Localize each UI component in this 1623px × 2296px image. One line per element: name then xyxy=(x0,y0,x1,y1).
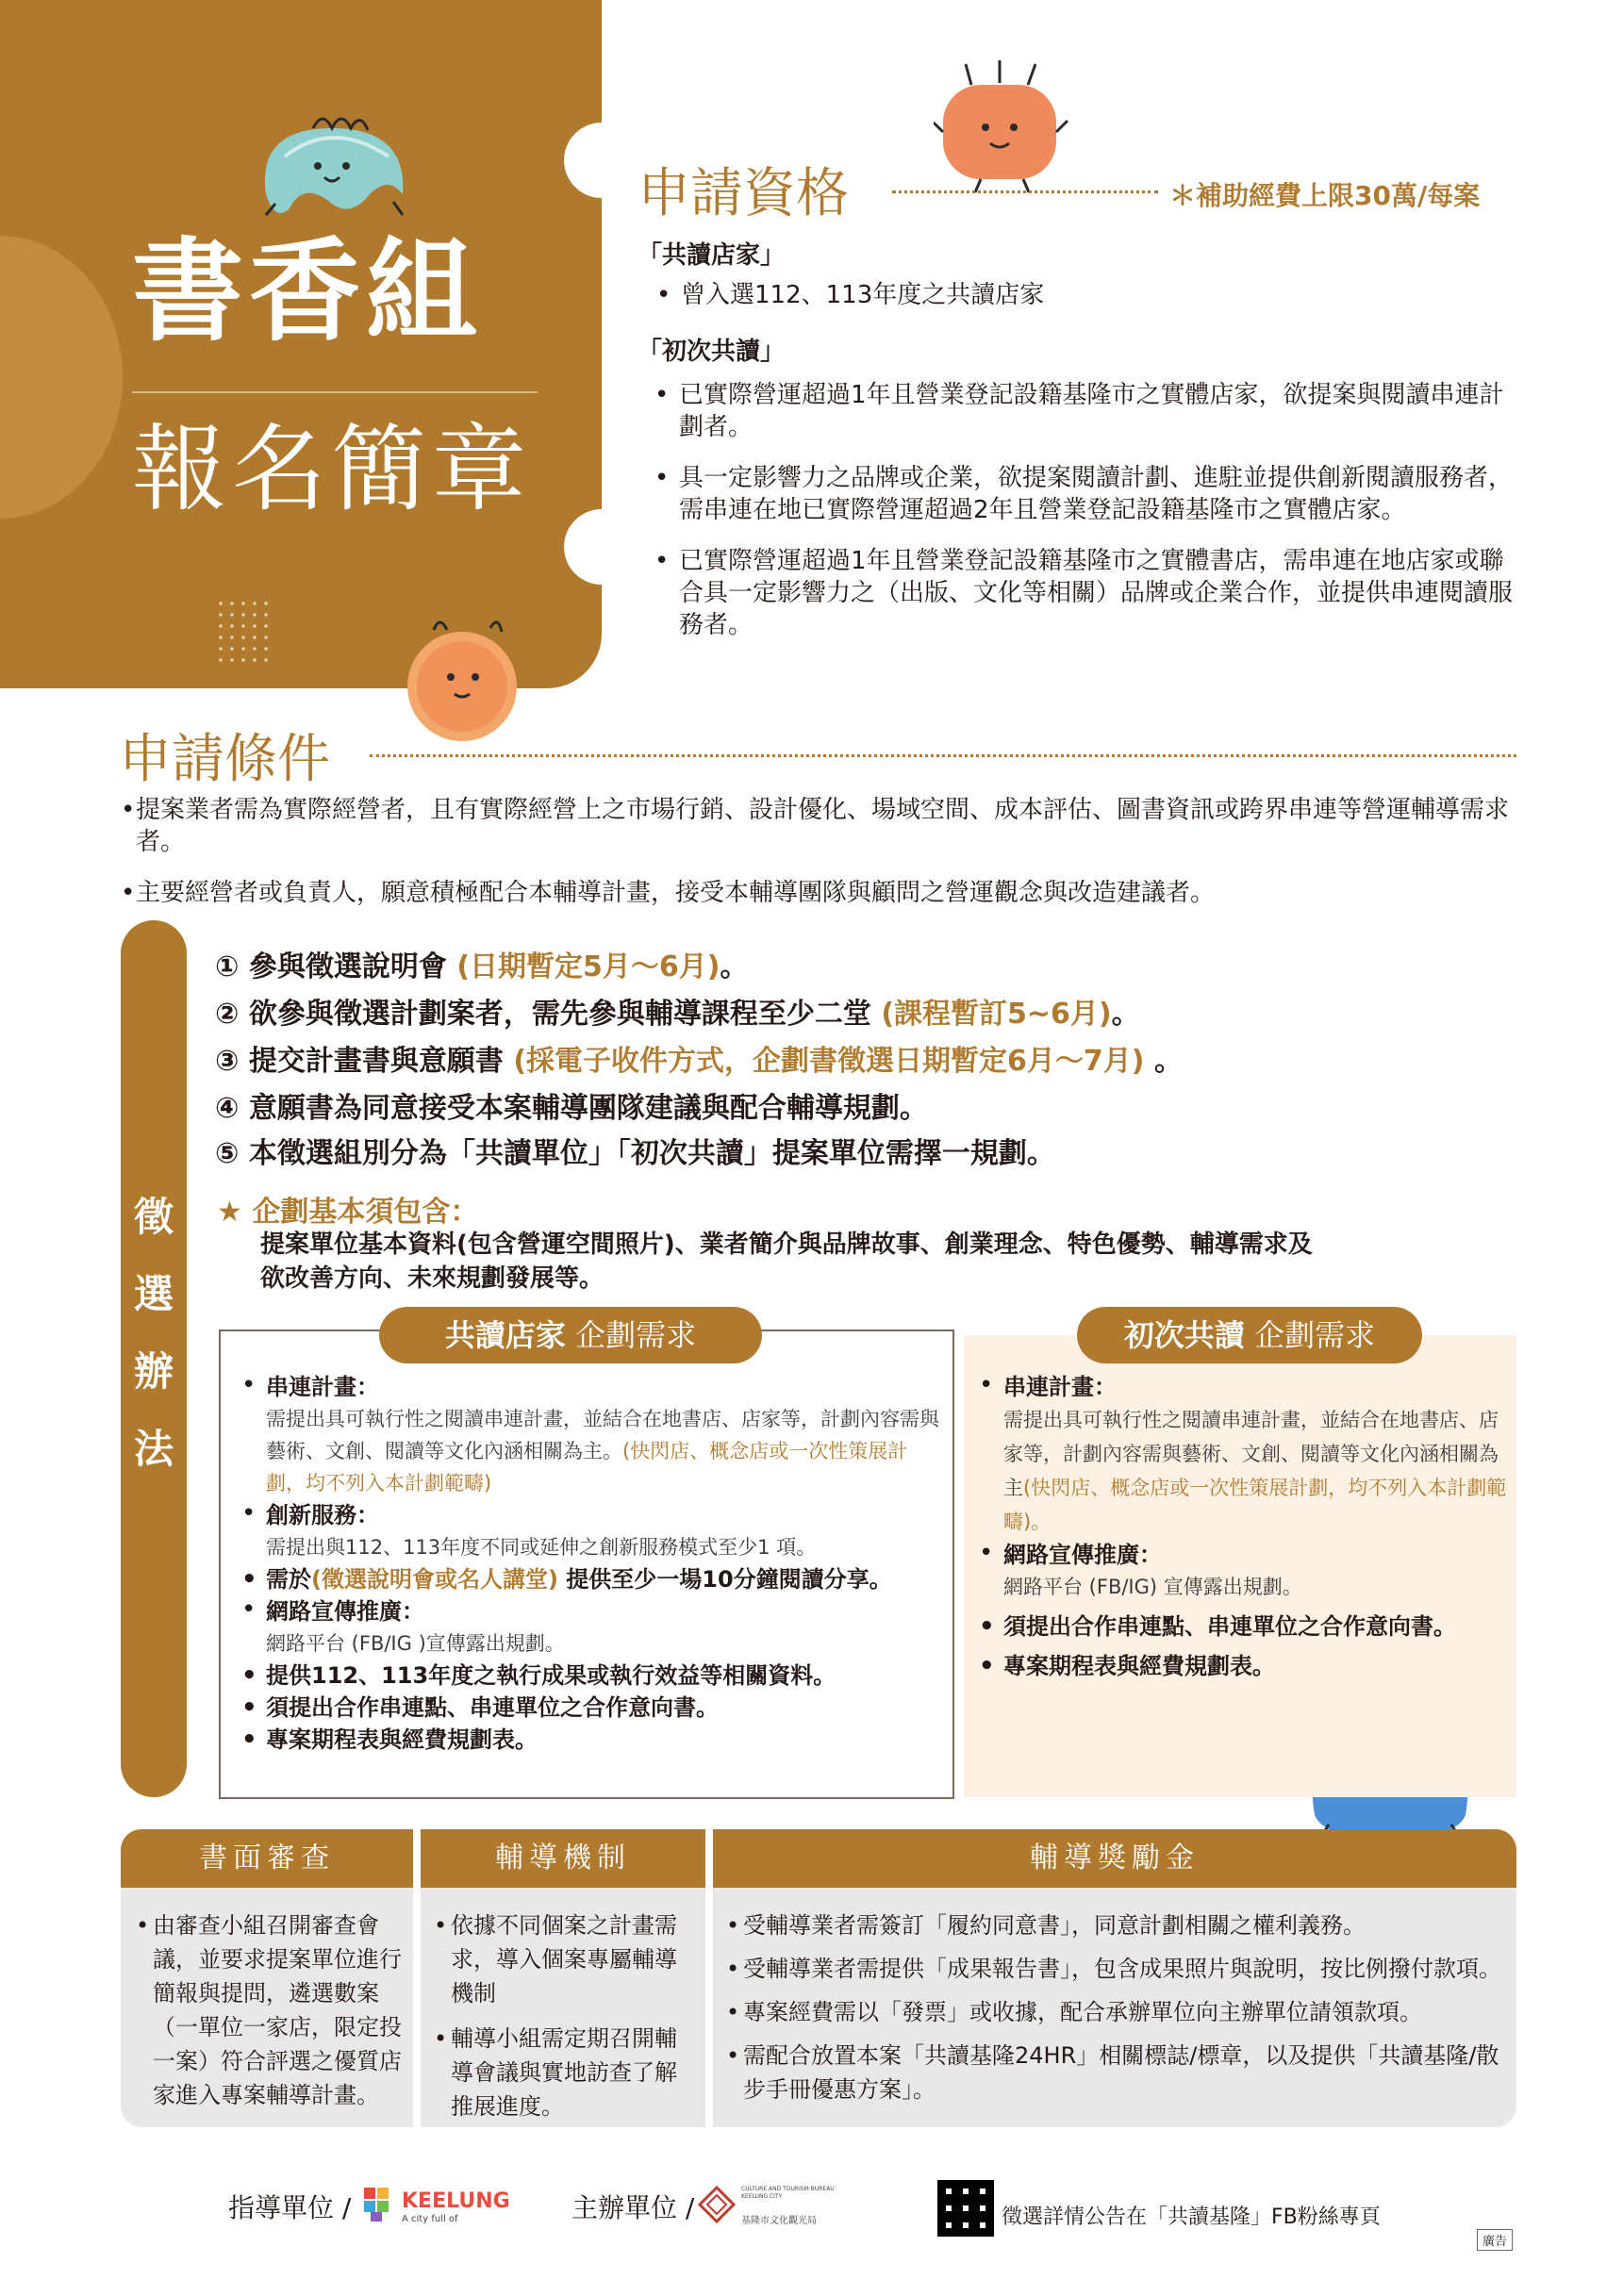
list-item: • 主要經營者或負責人，願意積極配合本輔導計畫，接受本輔導團隊與顧問之營運觀念與改造建議者。 xyxy=(121,877,1516,909)
decor-notch xyxy=(564,509,602,585)
conditions-list xyxy=(121,794,1516,909)
blue-mascot-illustration xyxy=(247,91,417,232)
list-item: • 已實際營運超過1年且營業登記設籍基隆市之實體店家，欲提案與閱讀串連計劃者。 xyxy=(654,379,1520,443)
group-title-existing: 「共讀店家」 xyxy=(638,241,786,270)
ad-label: 廣告 xyxy=(1477,2229,1513,2251)
list-item: • 需配合放置本案「共讀基隆24HR」相關標誌/標章，以及提供「共讀基隆/散步手冊優惠方案」。 xyxy=(726,2039,1505,2106)
list-item: • 需於(徵選說明會或名人講堂) 提供至少一場10分鐘閱讀分享。 xyxy=(241,1563,939,1595)
list-item: • 輔導小組需定期召開輔導會議與實地訪查了解推展進度。 xyxy=(434,2022,696,2123)
conditions-title: 申請條件 xyxy=(119,729,330,790)
review-card-body xyxy=(136,1908,402,2112)
decor-notch xyxy=(564,123,602,198)
list-item: • 具一定影響力之品牌或企業，欲提案閱讀計劃、進駐並提供創新閱讀服務者，需串連在地已實際營運超過2年且營業登記設籍基隆市之實體店家。 xyxy=(654,462,1520,526)
bureau-logo-zh: 基隆市文化觀光局 xyxy=(741,2216,817,2226)
list-item: • 串連計畫： 需提出具可執行性之閱讀串連計畫，並結合在地書店、店家等，計劃內容需與藝術、文創、閱讀等文化內涵相關為主。(快閃店、概念店或一次性策展計劃，均不列入本計劃範疇) xyxy=(241,1371,939,1499)
host-unit-label: 主辦單位 / xyxy=(571,2192,695,2223)
orange-mascot-illustration xyxy=(934,57,1075,198)
list-item: • 須提出合作串連點、串連單位之合作意向書。 xyxy=(979,1611,1507,1643)
step-1: ① 參與徵選說明會 (日期暫定5月～6月)。 xyxy=(215,950,749,983)
list-item: • 網路宣傳推廣： 網路平台 (FB/IG) 宣傳露出規劃。 xyxy=(979,1539,1507,1603)
list-item: • 專案經費需以「發票」或收據，配合承辦單位向主辦單位請領款項。 xyxy=(726,1995,1505,2029)
list-item: • 串連計畫： 需提出具可執行性之閱讀串連計畫，並結合在地書店、店家等，計劃內容需與藝術、文創、閱讀等文化內涵相關為主(快閃店、概念店或一次性策展計劃，均不列入本計劃範疇)。 xyxy=(979,1371,1507,1539)
grant-card-title: 輔導獎勵金 xyxy=(713,1829,1516,1888)
list-item: • 須提出合作串連點、串連單位之合作意向書。 xyxy=(241,1692,939,1724)
decor-circle xyxy=(0,236,123,519)
fuzzy-mascot-illustration xyxy=(396,611,538,752)
methods-side-label: 徵 選 辦 法 xyxy=(133,1194,174,1472)
funding-cap-note: ＊補助經費上限30萬/每案 xyxy=(1169,180,1481,211)
hero-subtitle: 報名簡章 xyxy=(132,414,532,524)
proposal-contents-title: ★ 企劃基本須包含： xyxy=(217,1196,479,1229)
list-item: • 依據不同個案之計畫需求，導入個案專屬輔導機制 xyxy=(434,1908,696,2010)
review-card-title: 書面審查 xyxy=(121,1829,413,1888)
fb-notice: 徵選詳情公告在「共讀基隆」FB粉絲專頁 xyxy=(1002,2205,1381,2229)
mentor-card-title: 輔導機制 xyxy=(421,1829,705,1888)
step-4: ④ 意願書為同意接受本案輔導團隊建議與配合輔導規劃。 xyxy=(215,1092,928,1125)
proposal-contents: 提案單位基本資料(包含營運空間照片)、業者簡介與品牌故事、創業理念、特色優勢、輔導需求及 欲改善方向、未來規劃發展等。 xyxy=(260,1231,1313,1293)
step-3: ③ 提交計畫書與意願書 (採電子收件方式，企劃書徵選日期暫定6月～7月) 。 xyxy=(215,1045,1183,1078)
mentor-card-body xyxy=(434,1908,696,2123)
grant-card-body xyxy=(726,1908,1505,2106)
list-item: • 創新服務： 需提出與112、113年度不同或延伸之創新服務模式至少1 項。 xyxy=(241,1499,939,1563)
keelung-logo-mark xyxy=(362,2186,400,2223)
list-item: • 受輔導業者需提供「成果報告書」，包含成果照片與說明，按比例撥付款項。 xyxy=(726,1952,1505,1986)
keelung-logo-sub: A city full of xyxy=(402,2214,458,2224)
dotted-divider xyxy=(370,754,1516,757)
list-item: • 專案期程表與經費規劃表。 xyxy=(979,1650,1507,1682)
list-item: • 網路宣傳推廣： 網路平台 (FB/IG )宣傳露出規劃。 xyxy=(241,1595,939,1660)
dotted-divider xyxy=(892,190,1158,193)
step-2: ② 欲參與徵選計劃案者，需先參與輔導課程至少二堂 (課程暫訂5~6月)。 xyxy=(215,998,1140,1031)
guide-unit-label: 指導單位 / xyxy=(228,2192,352,2223)
list-item: • 提案業者需為實際經營者，且有實際經營上之市場行銷、設計優化、場域空間、成本評估、圖書資訊或跨界串連等營運輔導需求者。 xyxy=(121,794,1516,858)
existing-store-criteria xyxy=(656,279,1505,311)
first-time-requirements-list xyxy=(979,1371,1507,1682)
list-item: • 曾入選112、113年度之共讀店家 xyxy=(656,279,1505,311)
list-item: • 提供112、113年度之執行成果或執行效益等相關資料。 xyxy=(241,1660,939,1692)
step-5: ⑤ 本徵選組別分為「共讀單位」「初次共讀」提案單位需擇一規劃。 xyxy=(215,1137,1055,1170)
keelung-logo-text: KEELUNG xyxy=(402,2189,510,2213)
list-item: • 已實際營運超過1年且營業登記設籍基隆市之實體書店，需串連在地店家或聯合具一定影響力之（出版、文化等相關）品牌或企業合作，並提供串連閱讀服務者。 xyxy=(654,545,1520,641)
first-time-requirements-title: 初次共讀 企劃需求 xyxy=(1077,1307,1422,1363)
existing-store-requirements-list xyxy=(241,1371,939,1756)
existing-store-requirements-title: 共讀店家 企劃需求 xyxy=(379,1307,762,1363)
list-item: • 由審查小組召開審查會議，並要求提案單位進行簡報與提問，遴選數案（一單位一家店，限定投一案）符合評選之優質店家進入專案輔導計畫。 xyxy=(136,1908,402,2112)
list-item: • 專案期程表與經費規劃表。 xyxy=(241,1724,939,1756)
group-title-first-time: 「初次共讀」 xyxy=(638,338,786,366)
eligibility-title: 申請資格 xyxy=(638,163,849,224)
hero-divider xyxy=(132,391,538,393)
bureau-logo-en: CULTURE AND TOURISM BUREAU KEELUNG CITY xyxy=(741,2186,835,2200)
qr-code[interactable] xyxy=(937,2180,994,2237)
first-time-criteria xyxy=(654,379,1520,641)
dot-pattern xyxy=(215,598,272,669)
hero-title: 書香組 xyxy=(132,226,484,356)
list-item: • 受輔導業者需簽訂「履約同意書」，同意計劃相關之權利義務。 xyxy=(726,1908,1505,1942)
bureau-logo-mark xyxy=(698,2186,736,2223)
